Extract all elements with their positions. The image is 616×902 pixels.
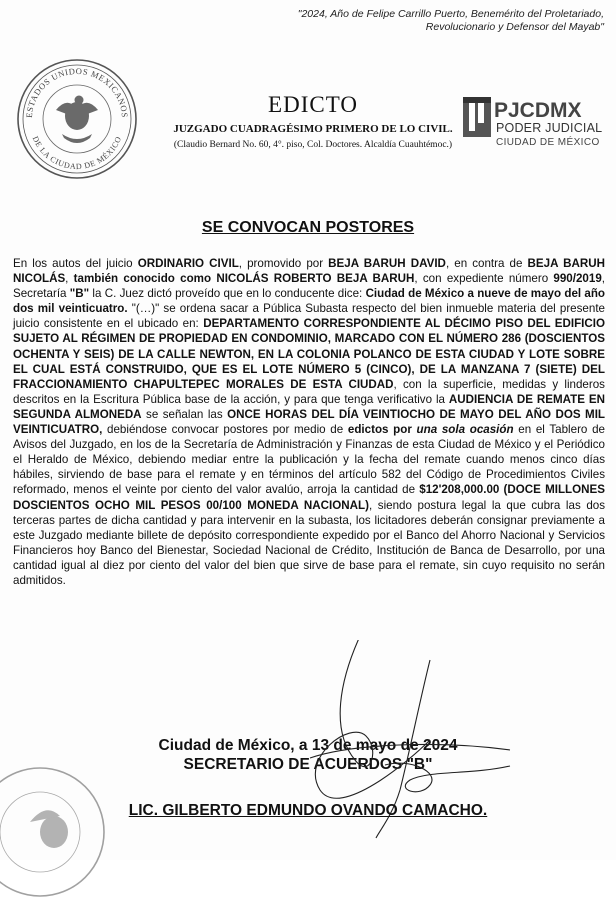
signer-role: SECRETARIO DE ACUERDOS "B" (183, 756, 433, 773)
signer-name: LIC. GILBERTO EDMUNDO OVANDO CAMACHO. (128, 802, 488, 819)
logo-line-2: CIUDAD DE MÉXICO (496, 137, 600, 148)
place-date: Ciudad de México, a 13 de mayo de 2024 (158, 737, 458, 754)
year-motto: "2024, Año de Felipe Carrillo Puerto, Benemérito del Proletariado, Revolucionario y Defensor del Mayab" (297, 8, 604, 33)
edict-body: En los autos del juicio ORDINARIO CIVIL, promovido por BEJA BARUH DAVID, en contra de BEJA BARUH NICOLÁS, también conocido como NICOLÁS ROBERTO BEJA BARUH, con expediente número 990/2019, Secretaría "B" la C. Juez dictó proveído que en lo conducente dice: Ciudad de México a nueve de mayo del año dos mil veinticuatro. "(…)" se ordena sacar a Pública Subasta respecto del bien inmueble materia del presente juicio consistente en el ubicado en: DEPARTAMENTO CORRESPONDIENTE AL DÉCIMO PISO DEL EDIFICIO SUJETO AL RÉGIMEN DE PROPIEDAD EN CONDOMINIO, MARCADO CON EL NÚMERO 286 (DOSCIENTOS OCHENTA Y SEIS) DE LA CALLE NEWTON, EN LA COLONIA POLANCO DE ESTA CIUDAD Y LOTE SOBRE EL CUAL ESTÁ CONSTRUIDO, QUE ES EL LOTE NÚMERO 5 (CINCO), DE LA MANZANA 7 (SIETE) DEL FRACCIONAMIENTO CHAPULTEPEC MORALES DE ESTA CIUDAD, con la superficie, medidas y linderos descritos en la Escritura Pública base de la acción, y para que tenga verificativo la AUDIENCIA DE REMATE EN SEGUNDA ALMONEDA se señalan las ONCE HORAS DEL DÍA VEINTIOCHO DE MAYO DEL AÑO DOS MIL VEINTICUATRO, debiéndose convocar postores por medio de edictos por una sola ocasión en el Tablero de Avisos del Juzgado, en los de la Secretaría de Administración y Finanzas de esta Ciudad de México y el Periódico el Heraldo de México, debiendo mediar entre la publicación y la fecha del remate cuando menos cinco días hábiles, sirviendo de base para el remate y en términos del artículo 582 del Código de Procedimientos Civiles reformado, menos el veinte por ciento del valor avalúo, arroja la cantidad de $12'208,000.00 (DOCE MILLONES DOSCIENTOS OCHO MIL PESOS 00/100 MONEDA NACIONAL), siendo postura legal la que cubra las dos terceras partes de dicha cantidad y para intervenir en la subasta, los licitadores deberán consignar previamente a este Juzgado mediante billete de depósito correspondiente expedido por el Banco del Ahorro Nacional y Servicios Financieros hoy Banco del Bienestar, Sociedad Nacional de Crédito, Institución de Banca de Desarrollo, por una cantidad igual al diez por ciento del valor del bien que sirve de base para el remate, sin cuyo requisito no serán admitidos. (13, 257, 606, 587)
partial-court-seal-icon (0, 762, 110, 902)
court-name: JUZGADO CUADRAGÉSIMO PRIMERO DE LO CIVIL. (173, 123, 453, 135)
seal-arc-text: ESTADOS UNIDOS MEXICANOS (23, 65, 131, 119)
edict-header (168, 92, 458, 151)
logo-mark-text: PJCDMX (494, 99, 582, 122)
court-seal-icon (16, 58, 138, 180)
section-heading: SE CONVOCAN POSTORES (201, 219, 415, 236)
logo-line-1: PODER JUDICIAL (496, 121, 603, 135)
edict-title: EDICTO (268, 92, 358, 117)
seal-bottom-text: DE LA CIUDAD DE MÉXICO (30, 134, 124, 172)
court-address: (Claudio Bernard No. 60, 4°. piso, Col. Doctores. Alcaldía Cuauhtémoc.) (173, 140, 453, 150)
